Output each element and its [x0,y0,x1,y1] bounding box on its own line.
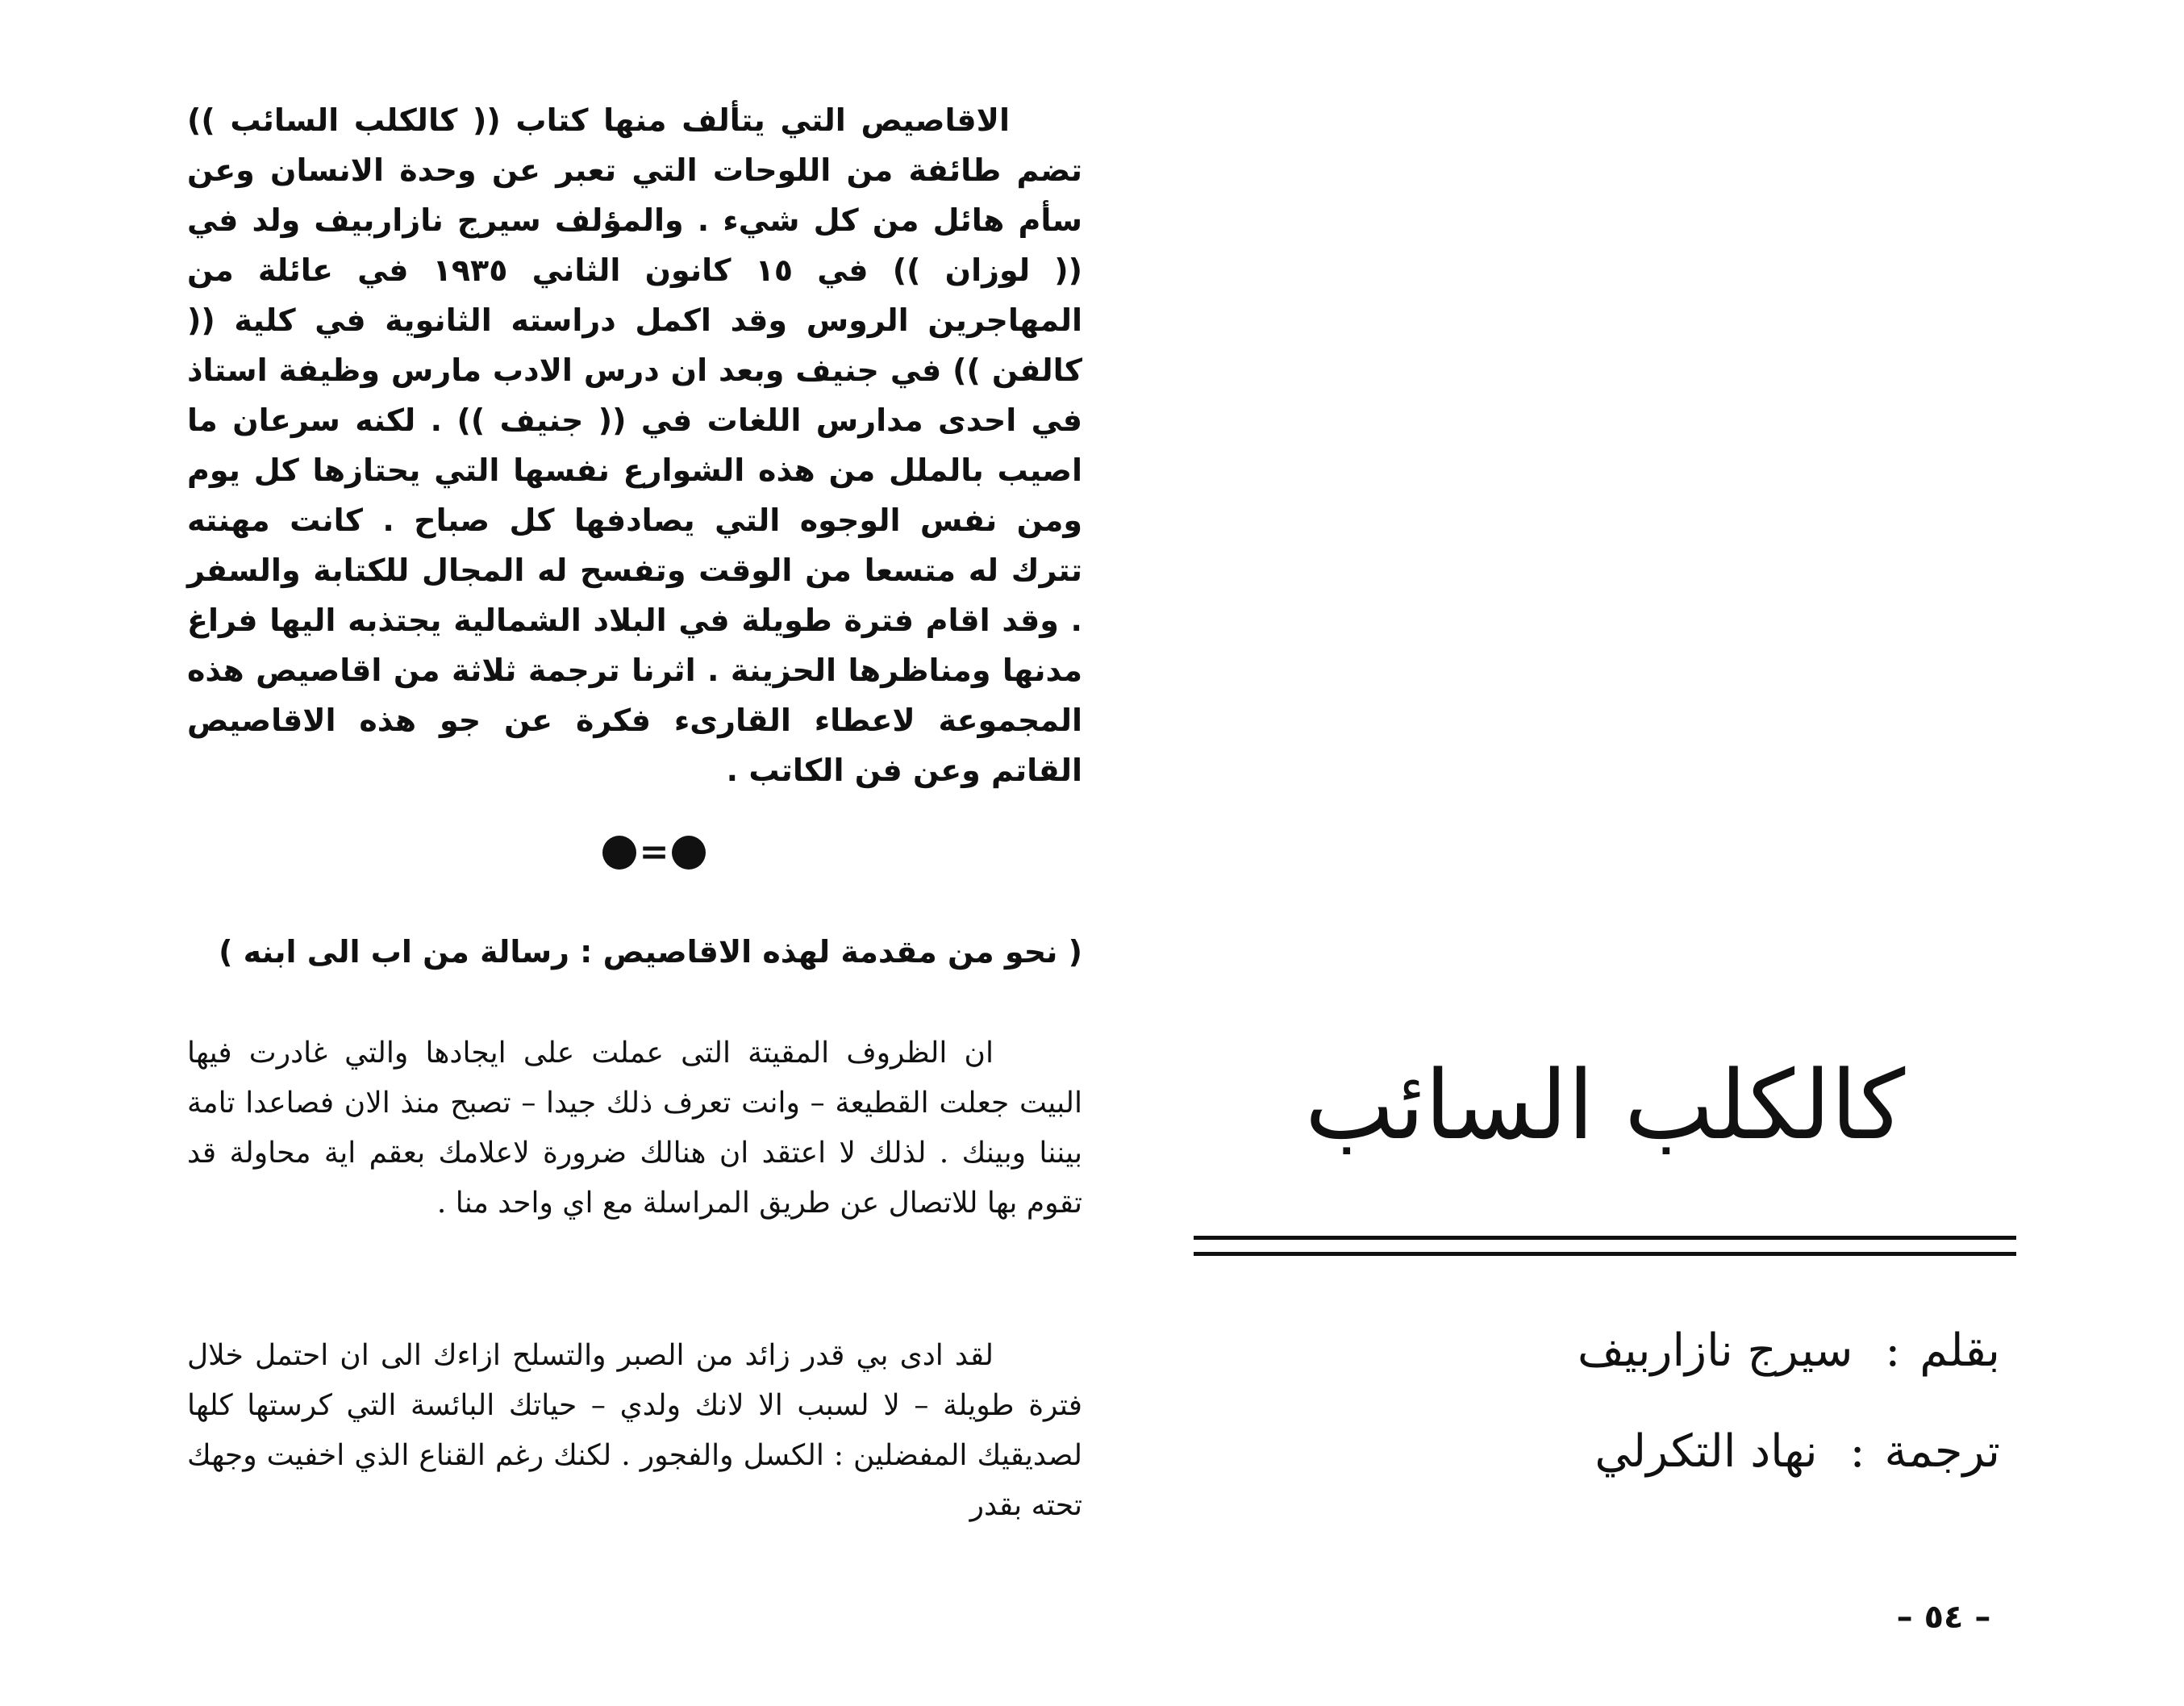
author-label: بقلم [1919,1324,2000,1377]
title-rule-top [1194,1236,2016,1240]
translator-credit [1194,1420,2000,1484]
author-colon: : [1885,1324,1901,1377]
separator-dot-left [602,836,636,870]
translator-label: ترجمة [1884,1425,2000,1478]
article-title: كالكلب السائب [1304,1049,1906,1161]
section-separator [594,832,715,873]
separator-dot-right [672,836,706,870]
separator-symbol: = [639,832,669,873]
letter-paragraph-1: ان الظروف المقيتة التى عملت على ايجادها والتي غادرت فيها البيت جعلت القطيعة – وانت تعرف ذلك جيدا – تصبح منذ الان فصاعدا تامة بيننا وبينك . لذلك لا اعتقد ان هنالك ضرورة لاعلامك بعقم اية محاولة قد تقوم بها للاتصال عن طريق المراسلة مع اي واحد منا . [187,1037,1082,1220]
letter-paragraph-2: لقد ادى بي قدر زائد من الصبر والتسلح ازاءك الى ان احتمل خلال فترة طويلة – لا لسبب الا لانك ولدي – حياتك البائسة التي كرستها كلها لصديقيك المفضلين : الكسل والفجور . لكنك رغم القناع الذي اخفيت وجهك تحته بقدر [187,1339,1082,1522]
translator-colon: : [1849,1425,1865,1478]
page-number: – ٥٤ – [1896,1599,1991,1636]
intro-paragraph: الاقاصيص التي يتألف منها كتاب (( كالكلب السائب )) تضم طائفة من اللوحات التي تعبر عن وحدة الانسان وعن سأم هائل من كل شيء . والمؤلف سيرج نازاربيف ولد في (( لوزان )) في ١٥ كانون الثاني ١٩٣٥ في عائلة من المهاجرين الروس وقد اكمل دراسته الثانوية في كلية (( كالفن )) في جنيف وبعد ان درس الادب مارس وظيفة استاذ في احدى مدارس اللغات في (( جنيف )) . لكنه سرعان ما اصيب بالملل من هذه الشوارع نفسها التي يحتازها كل يوم ومن نفس الوجوه التي يصادفها كل صباح . كانت مهنته تترك له متسعا من الوقت وتفسح له المجال للكتابة والسفر . وقد اقام فترة طويلة في البلاد الشمالية يجتذبه اليها فراغ مدنها ومناظرها الحزينة . اثرنا ترجمة ثلاثة من اقاصيص هذه المجموعة لاعطاء القارىء فكرة عن جو هذه الاقاصيص القاتم وعن فن الكاتب . [187,102,1083,788]
author-credit [1194,1319,2000,1383]
title-rule-bottom [1194,1252,2016,1256]
translator-name: نهاد التكرلي [1594,1425,1818,1478]
author-name: سيرج نازاربيف [1577,1324,1853,1377]
excerpt-heading: ( نحو من مقدمة لهذه الاقاصيص : رسالة من اب الى ابنه ) [219,934,1082,970]
